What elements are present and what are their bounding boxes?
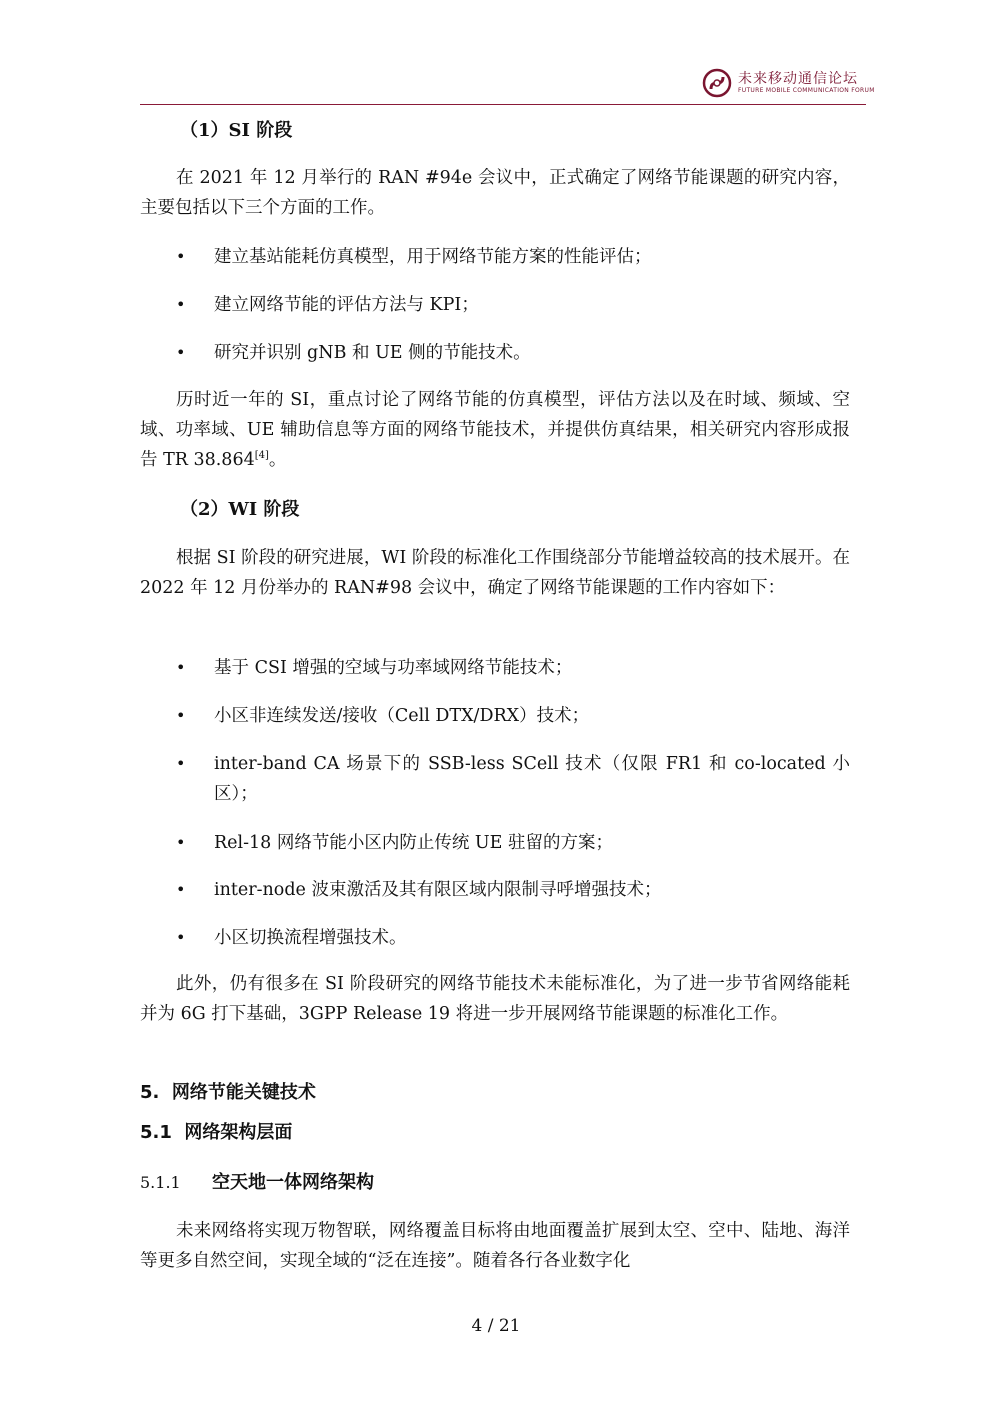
- bullet-icon: •: [176, 928, 186, 947]
- section-title: 空天地一体网络架构: [212, 1172, 374, 1193]
- wi-stage-heading: （2）WI 阶段: [180, 499, 300, 520]
- list-item-text: inter-node 波束激活及其有限区域内限制寻呼增强技术；: [214, 880, 662, 900]
- logo-english-text: FUTURE MOBILE COMMUNICATION FORUM: [738, 87, 875, 94]
- forum-logo-icon: [702, 68, 732, 98]
- bullet-icon: •: [176, 343, 186, 362]
- bullet-icon: •: [176, 247, 186, 266]
- bullet-icon: •: [176, 295, 186, 314]
- list-item-text: 建立基站能耗仿真模型，用于网络节能方案的性能评估；: [214, 247, 652, 267]
- section-heading-5-1-1: [140, 1168, 850, 1198]
- page-number: 4 / 21: [471, 1316, 521, 1336]
- bullet-icon: •: [176, 658, 186, 677]
- wi-summary-paragraph: 此外，仍有很多在 SI 阶段研究的网络节能技术未能标准化，为了进一步节省网络能耗并为 6G 打下基础，3GPP Release 19 将进一步开展网络节能课题的标准化工作。: [140, 974, 850, 1024]
- bullet-icon: •: [176, 833, 186, 852]
- list-item-text: 研究并识别 gNB 和 UE 侧的节能技术。: [214, 343, 531, 363]
- body-paragraph: 未来网络将实现万物智联，网络覆盖目标将由地面覆盖扩展到太空、空中、陆地、海洋等更多自然空间，实现全域的“泛在连接”。随着各行各业数字化: [140, 1221, 850, 1271]
- bullet-icon: •: [176, 880, 186, 899]
- section-heading-5: 5. 网络节能关键技术: [140, 1082, 316, 1103]
- section-heading-5-1: 5.1 网络架构层面: [140, 1122, 293, 1143]
- list-item-text: Rel-18 网络节能小区内防止传统 UE 驻留的方案；: [214, 833, 614, 853]
- bullet-icon: •: [176, 706, 186, 725]
- list-item-text: 建立网络节能的评估方法与 KPI；: [214, 295, 479, 315]
- reference-citation[interactable]: [4]: [254, 450, 269, 462]
- list-item-text: 小区非连续发送/接收（Cell DTX/DRX）技术；: [214, 706, 590, 726]
- bullet-icon: •: [176, 754, 186, 773]
- si-summary-end: 。: [268, 450, 287, 470]
- si-summary-paragraph: [140, 385, 850, 475]
- list-item-text: 小区切换流程增强技术。: [214, 928, 407, 948]
- section-number: 5.1.1: [140, 1173, 181, 1192]
- header-divider: [140, 104, 866, 105]
- list-item-text: inter-band CA 场景下的 SSB-less SCell 技术（仅限 FR1 和 co-located 小区）；: [214, 754, 850, 804]
- list-item-text: 基于 CSI 增强的空域与功率域网络节能技术；: [214, 658, 573, 678]
- si-stage-heading: （1）SI 阶段: [180, 120, 293, 141]
- si-intro-paragraph: 在 2021 年 12 月举行的 RAN #94e 会议中，正式确定了网络节能课题的研究内容，主要包括以下三个方面的工作。: [140, 168, 850, 218]
- si-summary-text: 历时近一年的 SI，重点讨论了网络节能的仿真模型，评估方法以及在时域、频域、空域、功率域、UE 辅助信息等方面的网络节能技术，并提供仿真结果，相关研究内容形成报告 TR 38.864: [140, 390, 850, 470]
- logo-chinese-text: 未来移动通信论坛: [738, 71, 858, 87]
- forum-logo: [702, 68, 875, 98]
- wi-intro-paragraph: 根据 SI 阶段的研究进展，WI 阶段的标准化工作围绕部分节能增益较高的技术展开。在 2022 年 12 月份举办的 RAN#98 会议中，确定了网络节能课题的工作内容如下：: [140, 548, 850, 598]
